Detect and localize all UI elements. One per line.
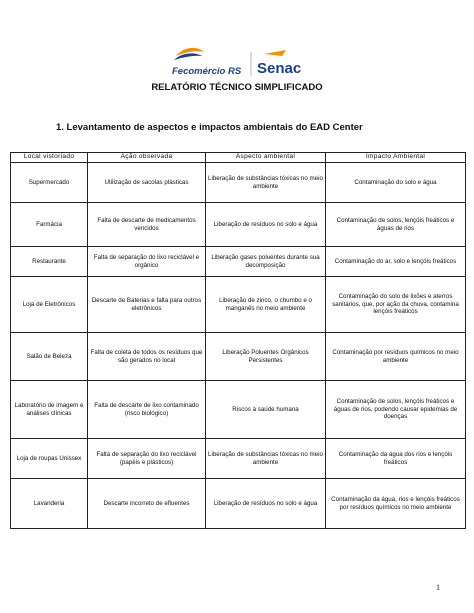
cell-acao: Utilização de sacolas plásticas	[88, 163, 206, 203]
table-row	[11, 277, 466, 333]
cell-aspecto: Liberação de resíduos no solo e água	[206, 203, 326, 247]
cell-local: Loja de roupas Unissex	[11, 439, 88, 479]
cell-acao: Descarte incorreto de efluentes	[88, 479, 206, 529]
cell-aspecto: Liberação de substâncias tóxicas no meio ambiente	[206, 439, 326, 479]
cell-aspecto: Liberação gases poluentes durante sua decomposição	[206, 247, 326, 277]
cell-aspecto: Liberação Poluentes Orgânicos Persistentes	[206, 333, 326, 381]
cell-impacto: Contaminação da água dos rios e lençóis freáticos	[326, 439, 466, 479]
fecomercio-senac-logo	[168, 44, 308, 80]
fecomercio-logo-text: Fecomércio RS	[172, 66, 242, 77]
cell-impacto: Contaminação de solos, lençóis freáticos e águas de rios	[326, 203, 466, 247]
senac-accent-orange	[264, 50, 286, 56]
cell-acao: Falta de descarte de medicamentos vencidos	[88, 203, 206, 247]
cell-local: Restaurante	[11, 247, 88, 277]
cell-local: Laboratório de imagem e análises clínicas	[11, 381, 88, 439]
table-row	[11, 333, 466, 381]
cell-acao: Falta de descarte de lixo contaminado (risco biológico)	[88, 381, 206, 439]
cell-aspecto: Liberação de substâncias tóxicas no meio ambiente	[206, 163, 326, 203]
cell-local: Farmácia	[11, 203, 88, 247]
cell-impacto: Contaminação da água, rios e lençóis freáticos por resíduos químicos no meio ambiente	[326, 479, 466, 529]
cell-local: Supermercado	[11, 163, 88, 203]
header-acao: Ação observada	[88, 153, 206, 163]
environmental-aspects-table	[10, 152, 466, 529]
section-heading: 1. Levantamento de aspectos e impactos ambientais do EAD Center	[56, 122, 363, 133]
cell-acao: Falta de coleta de todos os resíduos que são gerados no local	[88, 333, 206, 381]
cell-acao: Falta de separação do lixo reciclável (papéis e plásticos)	[88, 439, 206, 479]
cell-impacto: Contaminação de solos, lençóis freáticos e águas de rios, podendo causar epidemias de doenças	[326, 381, 466, 439]
cell-impacto: Contaminação do solo de lixões e aterros sanitários, que, por ação da chuva, contamina lençóis freáticos	[326, 277, 466, 333]
cell-aspecto: Liberação de resíduos no solo e água	[206, 479, 326, 529]
cell-acao: Descarte de Baterias e falta para outros eletrônicos	[88, 277, 206, 333]
header-aspecto: Aspecto ambiental	[206, 153, 326, 163]
cell-aspecto: Riscos à saúde humana	[206, 381, 326, 439]
table-row	[11, 203, 466, 247]
header-local: Local vistoriado	[11, 153, 88, 163]
table-row	[11, 163, 466, 203]
table-row	[11, 439, 466, 479]
cell-impacto: Contaminação por resíduos químicos no meio ambiente	[326, 333, 466, 381]
table-row	[11, 381, 466, 439]
cell-acao: Falta de separação do lixo reciclável e orgânico	[88, 247, 206, 277]
table-header-row	[11, 153, 466, 163]
page-number: 1	[436, 583, 440, 592]
cell-local: Lavanderia	[11, 479, 88, 529]
header-impacto: Impacto Ambiental	[326, 153, 466, 163]
document-title: RELATÓRIO TÉCNICO SIMPLIFICADO	[151, 82, 323, 93]
cell-local: Loja de Eletrônicos	[11, 277, 88, 333]
senac-logo-text: Senac	[257, 60, 302, 77]
cell-impacto: Contaminação do solo e água	[326, 163, 466, 203]
cell-aspecto: Liberação de zinco, o chumbo e o manganês no meio ambiente	[206, 277, 326, 333]
header-logo	[168, 44, 308, 80]
cell-impacto: Contaminação do ar, solo e lençóis freáticos	[326, 247, 466, 277]
table-row	[11, 247, 466, 277]
cell-local: Salão de Beleza	[11, 333, 88, 381]
table-row	[11, 479, 466, 529]
